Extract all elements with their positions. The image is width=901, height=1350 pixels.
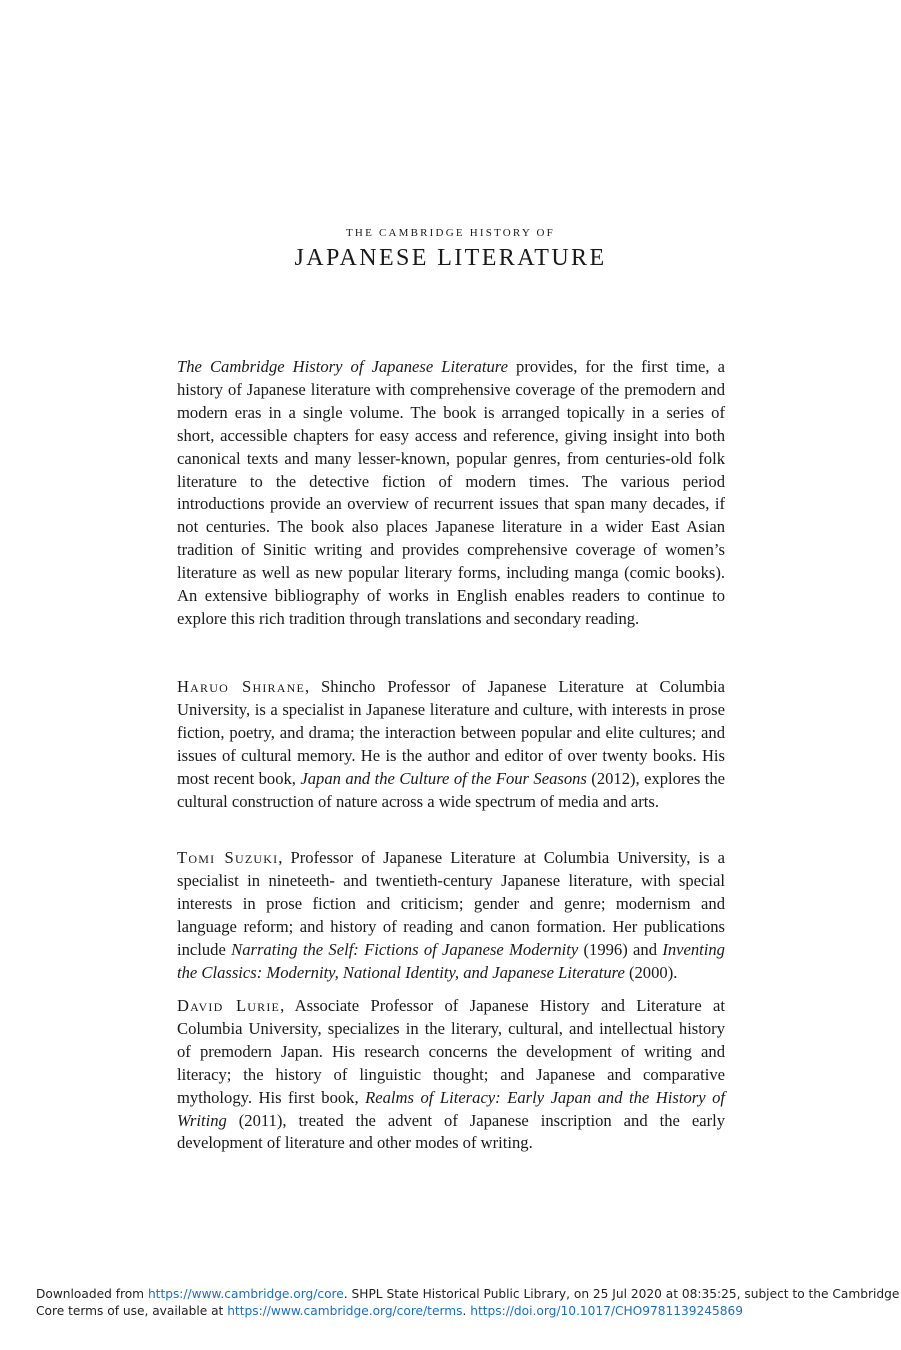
bio-text: (2012), explores the cultural construction of nature across a wide spectrum of media and arts. bbox=[177, 768, 725, 811]
footer-text: Downloaded from bbox=[36, 1287, 148, 1301]
bio-text: , Professor of Japanese Literature at Columbia University, is a specialist in nineteeth- and twentieth-century Japanese literature, with special interests in prose fiction and criticism; gender and genre; modernism and language reform; and history of reading and canon formation. Her publications include bbox=[177, 848, 725, 959]
footer-line-1 bbox=[36, 1286, 900, 1303]
author-name: Tomi Suzuki bbox=[177, 848, 279, 867]
author-name: David Lurie bbox=[177, 996, 281, 1015]
book-title-italic: Japan and the Culture of the Four Seasons bbox=[300, 768, 587, 788]
footer-line-2 bbox=[36, 1303, 876, 1320]
book-title-italic: Inventing the Classics: Modernity, National Identity, and Japanese Literature bbox=[177, 939, 725, 982]
book-title-italic: Realms of Literacy: Early Japan and the History of Writing bbox=[177, 1087, 725, 1130]
book-title-italic: Narrating the Self: Fictions of Japanese Modernity bbox=[231, 939, 579, 959]
download-footer bbox=[36, 1286, 900, 1320]
terms-link[interactable]: https://www.cambridge.org/core/terms bbox=[227, 1304, 463, 1318]
intro-text: provides, for the first time, a history of Japanese literature with comprehensive coverage of the premodern and modern eras in a single volume. The book is arranged topically in a series of short, accessible chapters for easy access and reference, giving insight into both canonical texts and many lesser-known, popular genres, from centuries-old folk literature to the detective fiction of modern times. The various period introductions provide an overview of recurrent issues that span many decades, if not centuries. The book also places Japanese literature in a wider East Asian tradition of Sinitic writing and provides comprehensive coverage of women’s literature as well as new popular literary forms, including manga (comic books). An extensive bibliography of works in English enables readers to continue to explore this rich tradition through translations and secondary reading. bbox=[177, 357, 725, 628]
bio-text: (2000). bbox=[624, 962, 678, 982]
bio-lurie bbox=[177, 995, 725, 1155]
bio-text: , Shincho Professor of Japanese Literature at Columbia University, is a specialist in Japanese literature and culture, with interests in prose fiction, poetry, and drama; the interaction between popular and elite cultures; and issues of cultural memory. He is the author and editor of over twenty books. His most recent book, bbox=[177, 677, 726, 788]
cambridge-core-link[interactable]: https://www.cambridge.org/core bbox=[147, 1287, 344, 1301]
author-name: Haruo Shirane bbox=[177, 677, 306, 696]
series-heading: THE CAMBRIDGE HISTORY OF bbox=[346, 227, 555, 239]
intro-paragraph bbox=[177, 356, 725, 631]
footer-text: . bbox=[462, 1304, 471, 1318]
book-title: JAPANESE LITERATURE bbox=[294, 245, 607, 271]
bio-shirane bbox=[177, 676, 725, 813]
bio-text: (2011), treated the advent of Japanese inscription and the early development of literature and other modes of writing. bbox=[177, 1110, 725, 1153]
intro-book-title: The Cambridge History of Japanese Literature bbox=[177, 357, 508, 376]
bio-suzuki bbox=[177, 847, 725, 984]
bio-text: (1996) and bbox=[578, 939, 663, 959]
doi-link[interactable]: https://doi.org/10.1017/CHO9781139245869 bbox=[470, 1304, 744, 1318]
bio-text: , Associate Professor of Japanese History and Literature at Columbia University, specializes in the literary, cultural, and intellectual history of premodern Japan. His research concerns the development of writing and literacy; the history of linguistic thought; and Japanese and comparative mythology. His first book, bbox=[177, 996, 725, 1107]
footer-text: . SHPL State Historical Public Library, on 25 Jul 2020 at 08:35:25, subject to the Cambridge bbox=[343, 1287, 900, 1301]
footer-text: Core terms of use, available at bbox=[36, 1304, 228, 1318]
